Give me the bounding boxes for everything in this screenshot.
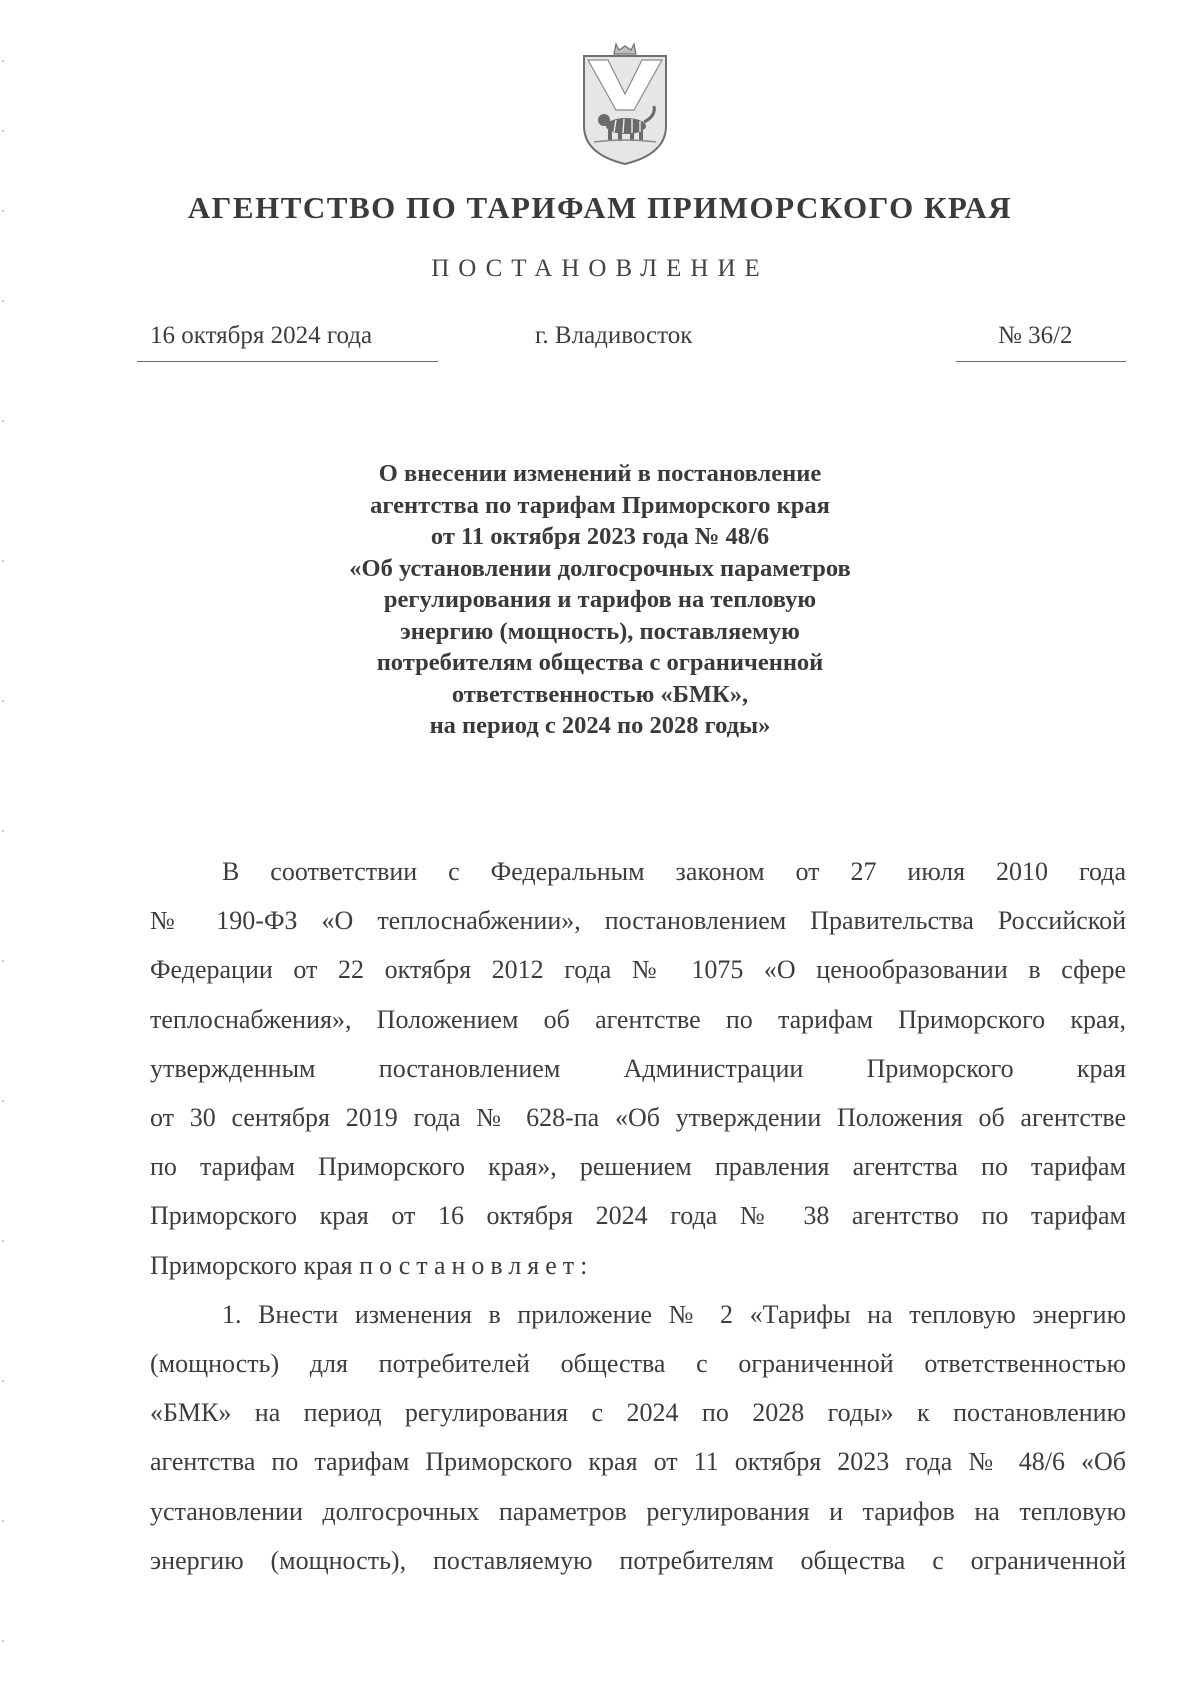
coat-of-arms-icon: [578, 42, 672, 168]
resolves-word: постановляет:: [359, 1250, 594, 1280]
body-line: от 30 сентября 2019 года № 628-па «Об утверждении Положения об агентстве: [150, 1103, 1126, 1133]
agency-title: АГЕНТСТВО ПО ТАРИФАМ ПРИМОРСКОГО КРАЯ: [187, 190, 1013, 225]
document-date: 16 октября 2024 года: [150, 322, 373, 349]
subject-line: потребителям общества с ограниченной: [376, 649, 824, 676]
clause-1-paragraph: [150, 1290, 1126, 1585]
body-line: 1. Внести изменения в приложение № 2 «Тарифы на тепловую энергию: [222, 1299, 1126, 1329]
document-body: [150, 847, 1126, 1585]
subject-line: агентства по тарифам Приморского края: [370, 491, 830, 519]
subject-line: регулирования и тарифов на тепловую: [383, 586, 817, 613]
number-underline: [956, 361, 1126, 362]
body-line: энергию (мощность), поставляемую потребителям общества с ограниченной: [150, 1545, 1126, 1575]
preamble-paragraph: [150, 847, 1126, 1290]
document-subject: [300, 458, 900, 742]
body-line: (мощность) для потребителей общества с ограниченной ответственностью: [150, 1349, 1126, 1379]
body-line: установлении долгосрочных параметров регулирования и тарифов на тепловую: [150, 1496, 1126, 1526]
document-number: № 36/2: [998, 322, 1073, 349]
date-underline: [137, 361, 438, 362]
body-line: Федерации от 22 октября 2012 года № 1075 «О ценообразовании в сфере: [150, 955, 1126, 985]
body-text: Приморского края: [150, 1250, 360, 1280]
body-line: В соответствии с Федеральным законом от 27 июля 2010 года: [222, 857, 1126, 886]
body-line: «БМК» на период регулирования с 2024 по 2028 годы» к постановлению: [150, 1398, 1126, 1428]
body-line: Приморского края от 16 октября 2024 года № 38 агентство по тарифам: [150, 1201, 1126, 1231]
subject-line: ответственностью «БМК»,: [451, 680, 749, 708]
body-line: утвержденным постановлением Администрации Приморского края: [150, 1053, 1126, 1083]
body-line: теплоснабжения», Положением об агентстве по тарифам Приморского края,: [150, 1004, 1126, 1034]
subject-line: от 11 октября 2023 года № 48/6: [430, 523, 770, 550]
body-line: по тарифам Приморского края», решением правления агентства по тарифам: [150, 1152, 1126, 1182]
body-line-final: [150, 1241, 1126, 1290]
subject-line: на период с 2024 по 2028 годы»: [429, 712, 771, 739]
body-line: № 190-ФЗ «О теплоснабжении», постановлением Правительства Российской: [150, 906, 1126, 936]
document-type: ПОСТАНОВЛЕНИЕ: [431, 255, 769, 282]
subject-line: «Об установлении долгосрочных параметров: [349, 554, 851, 582]
body-line: агентства по тарифам Приморского края от 11 октября 2023 года № 48/6 «Об: [150, 1447, 1126, 1477]
document-city: г. Владивосток: [535, 322, 693, 349]
subject-line: энергию (мощность), поставляемую: [400, 617, 800, 645]
subject-line: О внесении изменений в постановление: [378, 460, 822, 487]
